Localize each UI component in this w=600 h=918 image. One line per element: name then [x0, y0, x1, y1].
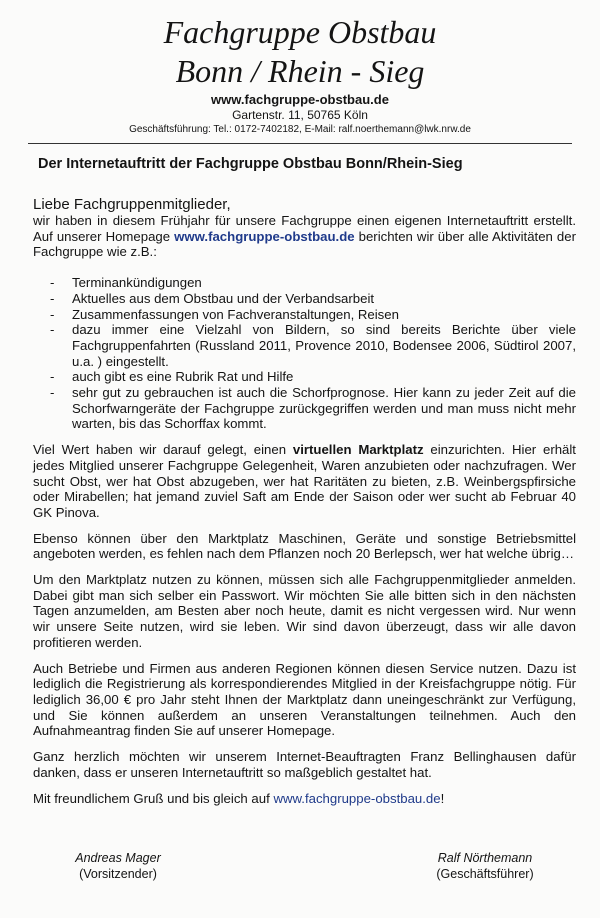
activity-list	[33, 275, 576, 432]
signature-name: Andreas Mager	[75, 851, 161, 865]
thanks-paragraph: Ganz herzlich möchten wir unserem Internet-Beauftragten Franz Bellinghausen dafür danken, dass er unseren Internetauftritt so maßgeblich gestaltet hat.	[33, 749, 576, 780]
closing-end: !	[440, 790, 445, 806]
org-name-line2: Bonn / Rhein - Sieg	[175, 53, 425, 89]
market-paragraph	[33, 442, 576, 521]
market-text: Viel Wert haben wir darauf gelegt, einen	[33, 442, 287, 458]
market-text-end: einzurichten. Hier erhält jedes Mitglied unserer Fachgruppe Gelegenheit, Waren anzubieten oder nachzufragen. Wer sucht Obst, wer hat Obst abzugeben, wer hat Raritäten zu bieten, z.B. Weinbergspfirsiche oder Mirabellen; hat jemand zuviel Saft am Ende der Saison oder wer sucht ab Februar 40 GK Pinova.	[33, 442, 576, 520]
intro-text: wir haben in diesem Frühjahr für unsere Fachgruppe einen eigenen Internetauftritt erstellt. Auf unserer Homepage	[33, 213, 576, 244]
signature-chair	[58, 850, 178, 882]
list-item: - Aktuelles aus dem Obstbau und der Verbandsarbeit	[33, 291, 576, 307]
machines-paragraph: Ebenso können über den Marktplatz Maschinen, Geräte und sonstige Betriebsmittel angeboten werden, es fehlen nach dem Pflanzen noch 20 Berlepsch, wer hat welche übrig…	[33, 530, 576, 562]
closing-homepage-link[interactable]: www.fachgruppe-obstbau.de	[273, 790, 441, 806]
companies-paragraph: Auch Betriebe und Firmen aus anderen Regionen können diesen Service nutzen. Dazu ist lediglich die Registrierung als korrespondierendes Mitglied in der Kreisfachgruppe nötig. Für lediglich 36,00 € pro Jahr steht Ihnen der Marktplatz dann uneingeschränkt zur Verfügung, und Sie können außerdem an unseren Veranstaltungen teilnehmen. Auch den Aufnahmeantrag finden Sie auf unserer Homepage.	[33, 660, 576, 739]
org-name-line1: Fachgruppe Obstbau	[163, 14, 437, 50]
management-contact: Geschäftsführung: Tel.: 0172-7402182, E-Mail: ralf.noerthemann@lwk.nrw.de	[129, 124, 471, 135]
signature-role: (Vorsitzender)	[79, 867, 157, 881]
list-item: - Terminankündigungen	[33, 275, 576, 291]
postal-address: Gartenstr. 11, 50765 Köln	[232, 108, 368, 122]
closing-line	[33, 791, 576, 807]
header-divider	[28, 143, 572, 144]
letter-headline: Der Internetauftritt der Fachgruppe Obstbau Bonn/Rhein-Sieg	[38, 156, 463, 172]
greeting: Liebe Fachgruppenmitglieder,	[33, 196, 231, 213]
homepage-link[interactable]: www.fachgruppe-obstbau.de	[174, 228, 355, 244]
intro-paragraph	[33, 213, 576, 260]
list-item: - auch gibt es eine Rubrik Rat und Hilfe	[33, 369, 576, 385]
register-paragraph: Um den Marktplatz nutzen zu können, müssen sich alle Fachgruppenmitglieder anmelden. Dabei gibt man sich selber ein Passwort. Wir möchten Sie alle bitten sich in den nächsten Tagen anzumelden, am Besten aber noch heute, damit es nicht vergessen wird. Nur wenn wir unsere Seite nutzen, wird sie leben. Wir sind davon überzeugt, dass wir alle davon profitieren werden.	[33, 572, 576, 650]
signature-role: (Geschäftsführer)	[436, 867, 534, 881]
list-item: - dazu immer eine Vielzahl von Bildern, so sind bereits Berichte über viele Fachgruppenfahrten (Russland 2011, Provence 2010, Bodensee 2006, Südtirol 2007, u.a. ) eingestellt.	[33, 322, 576, 369]
closing-text: Mit freundlichem Gruß und bis gleich auf	[33, 790, 270, 806]
market-highlight: virtuellen Marktplatz	[292, 442, 424, 458]
intro-text-end: berichten wir über alle Aktivitäten der Fachgruppe wie z.B.:	[33, 228, 576, 260]
signature-name: Ralf Nörthemann	[437, 851, 533, 865]
signature-manager	[420, 850, 550, 882]
website-url: www.fachgruppe-obstbau.de	[211, 92, 389, 107]
list-item: - Zusammenfassungen von Fachveranstaltungen, Reisen	[33, 307, 576, 323]
list-item: - sehr gut zu gebrauchen ist auch die Schorfprognose. Hier kann zu jeder Zeit auf die Schorfwarngeräte der Fachgruppe zurückgegriffen werden und man muss nicht mehr warten, bis das Schorffax kommt.	[33, 385, 576, 432]
letter-body	[33, 196, 576, 806]
